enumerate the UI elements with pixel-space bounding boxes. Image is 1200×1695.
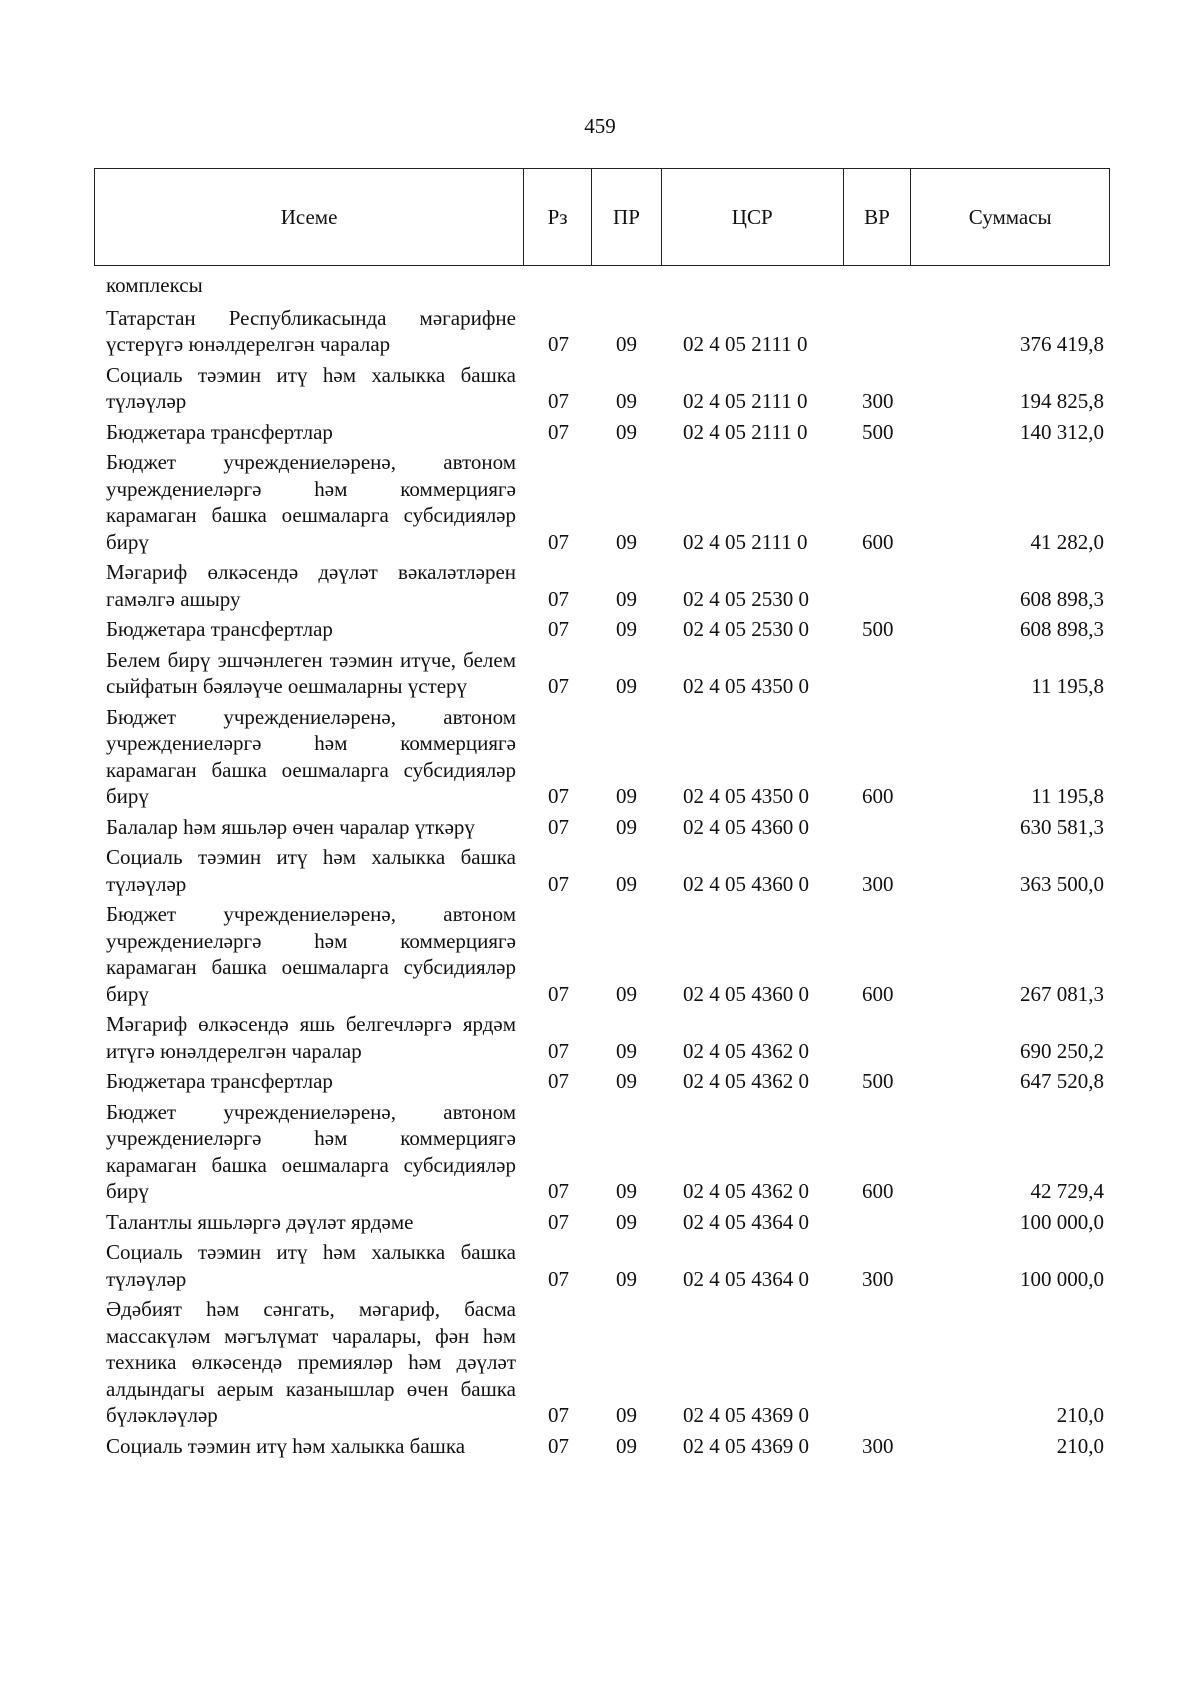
table-row: [0, 1099, 1200, 1205]
row-rz: 07: [548, 586, 569, 611]
row-pr: 09: [616, 871, 637, 896]
table-row: [0, 305, 1200, 358]
table-row: [0, 844, 1200, 897]
row-csr: 02 4 05 2111 0: [683, 332, 808, 356]
row-pr: 09: [616, 1266, 637, 1291]
header-csr: ЦСР: [662, 169, 844, 265]
row-vr: 500: [862, 617, 894, 641]
table-row: [0, 449, 1200, 555]
row-rz: 07: [548, 1038, 569, 1063]
row-name: комплексы: [106, 273, 203, 297]
row-sum: 267 081,3: [1020, 981, 1104, 1006]
row-rz: 07: [548, 617, 569, 641]
table-row: [0, 814, 1200, 841]
header-name: Исеме: [95, 169, 524, 265]
row-rz: 07: [548, 1069, 569, 1093]
row-name: Социаль тәэмин итү һәм халыкка башка түләүләр: [106, 1240, 516, 1291]
row-vr: 300: [862, 389, 894, 413]
row-name: Бюджетара трансфертлар: [106, 419, 333, 444]
row-sum: 210,0: [1056, 1403, 1104, 1427]
row-csr: 02 4 05 4369 0: [683, 1433, 809, 1458]
row-pr: 09: [616, 784, 637, 808]
row-sum: 690 250,2: [1020, 1038, 1104, 1063]
row-rz: 07: [548, 1209, 569, 1234]
row-csr: 02 4 05 4362 0: [683, 1069, 809, 1093]
row-csr: 02 4 05 4364 0: [683, 1209, 809, 1234]
row-vr: 300: [862, 871, 894, 896]
header-vr: ВР: [844, 169, 912, 265]
row-vr: 500: [862, 1069, 894, 1093]
row-name: Бюджет учреждениеләренә, автоном учреждениеләргә һәм коммерциягә карамаган башка оешмаларга субсидияләр бирү: [106, 902, 516, 1006]
row-name: Мәгариф өлкәсендә яшь белгечләргә ярдәм итүгә юнәлдерелгән чаралар: [106, 1012, 516, 1063]
table-row: [0, 272, 1200, 299]
row-name: Бюджет учреждениеләренә, автоном учреждениеләргә һәм коммерциягә карамаган башка оешмаларга субсидияләр бирү: [106, 450, 516, 554]
row-name: Социаль тәэмин итү һәм халыкка башка түләүләр: [106, 362, 516, 413]
row-pr: 09: [616, 1069, 637, 1093]
row-pr: 09: [616, 1433, 637, 1458]
row-pr: 09: [616, 1038, 637, 1063]
table-row: [0, 1433, 1200, 1460]
row-sum: 608 898,3: [1020, 586, 1104, 611]
row-name: Балалар һәм яшьләр өчен чаралар үткәрү: [106, 814, 475, 839]
row-name: Мәгариф өлкәсендә дәүләт вәкаләтләрен гамәлгә ашыру: [106, 560, 516, 611]
row-csr: 02 4 05 4360 0: [683, 981, 809, 1006]
table-row: [0, 419, 1200, 446]
row-pr: 09: [616, 586, 637, 611]
row-vr: 300: [862, 1266, 894, 1291]
table-row: [0, 616, 1200, 643]
row-sum: 42 729,4: [1030, 1179, 1104, 1203]
row-pr: 09: [616, 419, 637, 444]
table-row: [0, 1011, 1200, 1064]
row-sum: 11 195,8: [1031, 674, 1104, 698]
row-name: Татарстан Республикасында мәгарифне үстерүгә юнәлдерелгән чаралар: [106, 305, 516, 356]
row-csr: 02 4 05 4364 0: [683, 1266, 809, 1291]
row-rz: 07: [548, 981, 569, 1006]
table-row: [0, 362, 1200, 415]
row-pr: 09: [616, 389, 637, 413]
row-rz: 07: [548, 674, 569, 698]
row-pr: 09: [616, 981, 637, 1006]
row-csr: 02 4 05 4362 0: [683, 1179, 809, 1203]
row-csr: 02 4 05 2530 0: [683, 586, 809, 611]
row-sum: 41 282,0: [1030, 529, 1104, 554]
row-rz: 07: [548, 784, 569, 808]
table-row: [0, 1296, 1200, 1429]
row-rz: 07: [548, 1433, 569, 1458]
row-csr: 02 4 05 4369 0: [683, 1403, 809, 1427]
row-name: Белем бирү эшчәнлеген тәэмин итүче, белем сыйфатын бәяләүче оешмаларны үстерү: [106, 647, 516, 698]
table-header: [94, 168, 1110, 266]
table-row: [0, 647, 1200, 700]
row-sum: 210,0: [1056, 1433, 1104, 1458]
row-rz: 07: [548, 419, 569, 444]
row-pr: 09: [616, 1403, 637, 1427]
header-sum: Суммасы: [968, 204, 1052, 229]
row-name: Социаль тәэмин итү һәм халыкка башка: [106, 1433, 466, 1458]
table-body: [0, 272, 1200, 1463]
row-csr: 02 4 05 4360 0: [683, 814, 809, 839]
row-name: Бюджетара трансфертлар: [106, 1069, 333, 1093]
row-sum: 647 520,8: [1020, 1069, 1104, 1093]
header-rz: Рз: [524, 169, 592, 265]
row-csr: 02 4 05 2111 0: [683, 389, 808, 413]
row-sum: 100 000,0: [1020, 1209, 1104, 1234]
row-rz: 07: [548, 871, 569, 896]
row-rz: 07: [548, 332, 569, 356]
row-pr: 09: [616, 674, 637, 698]
row-name: Талантлы яшьләргә дәүләт ярдәме: [106, 1209, 414, 1234]
row-csr: 02 4 05 4350 0: [683, 674, 809, 698]
row-sum: 194 825,8: [1020, 389, 1104, 413]
row-pr: 09: [616, 332, 637, 356]
row-sum: 630 581,3: [1020, 814, 1104, 839]
row-sum: 11 195,8: [1031, 784, 1104, 808]
row-vr: 500: [862, 419, 894, 444]
row-csr: 02 4 05 4350 0: [683, 784, 809, 808]
table-row: [0, 559, 1200, 612]
row-pr: 09: [616, 1179, 637, 1203]
row-csr: 02 4 05 4362 0: [683, 1038, 809, 1063]
table-row: [0, 901, 1200, 1007]
row-rz: 07: [548, 1179, 569, 1203]
row-rz: 07: [548, 1403, 569, 1427]
row-csr: 02 4 05 2111 0: [683, 419, 808, 444]
header-pr: ПР: [592, 169, 662, 265]
row-pr: 09: [616, 1209, 637, 1234]
row-pr: 09: [616, 529, 637, 554]
table-row: [0, 704, 1200, 810]
row-vr: 600: [862, 981, 894, 1006]
row-sum: 376 419,8: [1020, 332, 1104, 356]
row-vr: 600: [862, 784, 894, 808]
row-pr: 09: [616, 814, 637, 839]
row-vr: 300: [862, 1433, 894, 1458]
page-number: 459: [584, 114, 616, 138]
table-row: [0, 1239, 1200, 1292]
row-sum: 608 898,3: [1020, 617, 1104, 641]
row-rz: 07: [548, 814, 569, 839]
row-csr: 02 4 05 2111 0: [683, 529, 808, 554]
row-name: Әдәбият һәм сәнгать, мәгариф, басма массакүләм мәгълүмат чаралары, фән һәм техника өлкәсендә премияләр һәм дәүләт алдындагы аерым казанышлар өчен башка бүләкләүләр: [106, 1297, 516, 1427]
row-pr: 09: [616, 617, 637, 641]
row-csr: 02 4 05 4360 0: [683, 871, 809, 896]
row-sum: 140 312,0: [1020, 419, 1104, 444]
row-rz: 07: [548, 529, 569, 554]
row-vr: 600: [862, 1179, 894, 1203]
table-row: [0, 1068, 1200, 1095]
row-rz: 07: [548, 1266, 569, 1291]
row-name: Бюджет учреждениеләренә, автоном учреждениеләргә һәм коммерциягә карамаган башка оешмаларга субсидияләр бирү: [106, 704, 516, 808]
row-name: Бюджет учреждениеләренә, автоном учреждениеләргә һәм коммерциягә карамаган башка оешмаларга субсидияләр бирү: [106, 1099, 516, 1203]
row-csr: 02 4 05 2530 0: [683, 617, 809, 641]
row-name: Социаль тәэмин итү һәм халыкка башка түләүләр: [106, 845, 516, 896]
row-sum: 100 000,0: [1020, 1266, 1104, 1291]
row-sum: 363 500,0: [1020, 871, 1104, 896]
row-name: Бюджетара трансфертлар: [106, 617, 333, 641]
table-row: [0, 1209, 1200, 1236]
row-vr: 600: [862, 529, 894, 554]
row-rz: 07: [548, 389, 569, 413]
